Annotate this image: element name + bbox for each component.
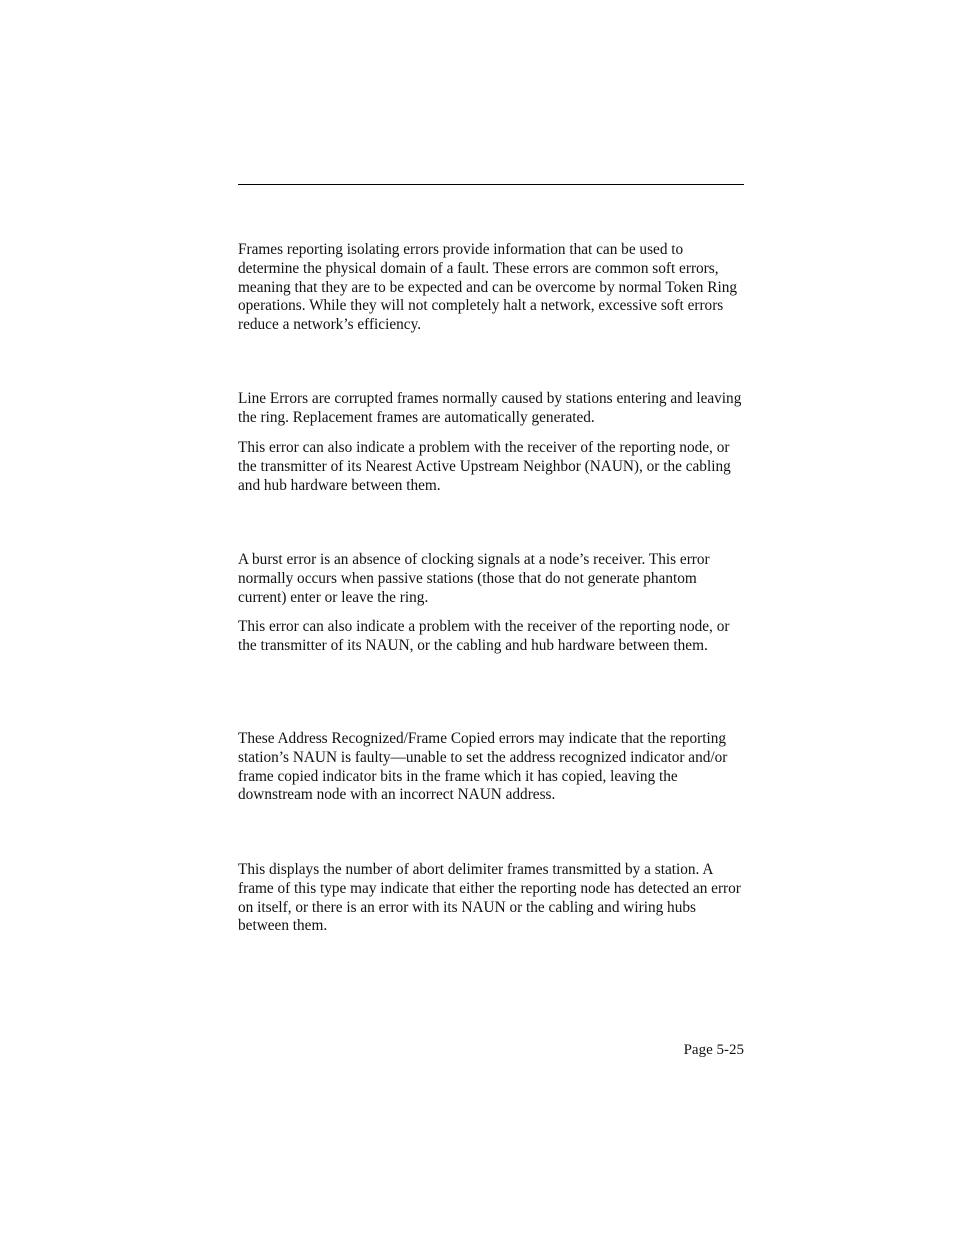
page-number: Page 5-25 [683, 1042, 744, 1058]
burst-errors-detail-paragraph: This error can also indicate a problem with the receiver of the reporting node, or the transmitter of its NAUN, or the cabling and hub hardware between them. [238, 618, 730, 654]
burst-errors-paragraph: A burst error is an absence of clocking signals at a node’s receiver. This error normally occurs when passive stations (those that do not generate phantom current) enter or leave the ring. [238, 551, 710, 606]
line-errors-detail-paragraph: This error can also indicate a problem with the receiver of the reporting node, or the transmitter of its Nearest Active Upstream Neighbor (NAUN), or the cabling and hub hardware between them. [238, 439, 731, 494]
header-rule [238, 184, 744, 185]
line-errors-paragraph: Line Errors are corrupted frames normally caused by stations entering and leaving the ring. Replacement frames are automatically generated. [238, 390, 742, 426]
isolating-errors-paragraph: Frames reporting isolating errors provide information that can be used to determine the physical domain of a fault. These errors are common soft errors, meaning that they are to be expected and can be overcome by normal Token Ring operations. While they will not completely halt a network, excessive soft errors reduce a network’s efficiency. [238, 241, 738, 334]
abort-delimiter-paragraph: This displays the number of abort delimiter frames transmitted by a station. A frame of this type may indicate that either the reporting node has detected an error on itself, or there is an error with its NAUN or the cabling and wiring hubs between them. [238, 861, 741, 935]
ari-fci-errors-paragraph: These Address Recognized/Frame Copied errors may indicate that the reporting station’s NAUN is faulty—unable to set the address recognized indicator and/or frame copied indicator bits in the frame which it has copied, leaving the downstream node with an incorrect NAUN address. [238, 730, 728, 804]
